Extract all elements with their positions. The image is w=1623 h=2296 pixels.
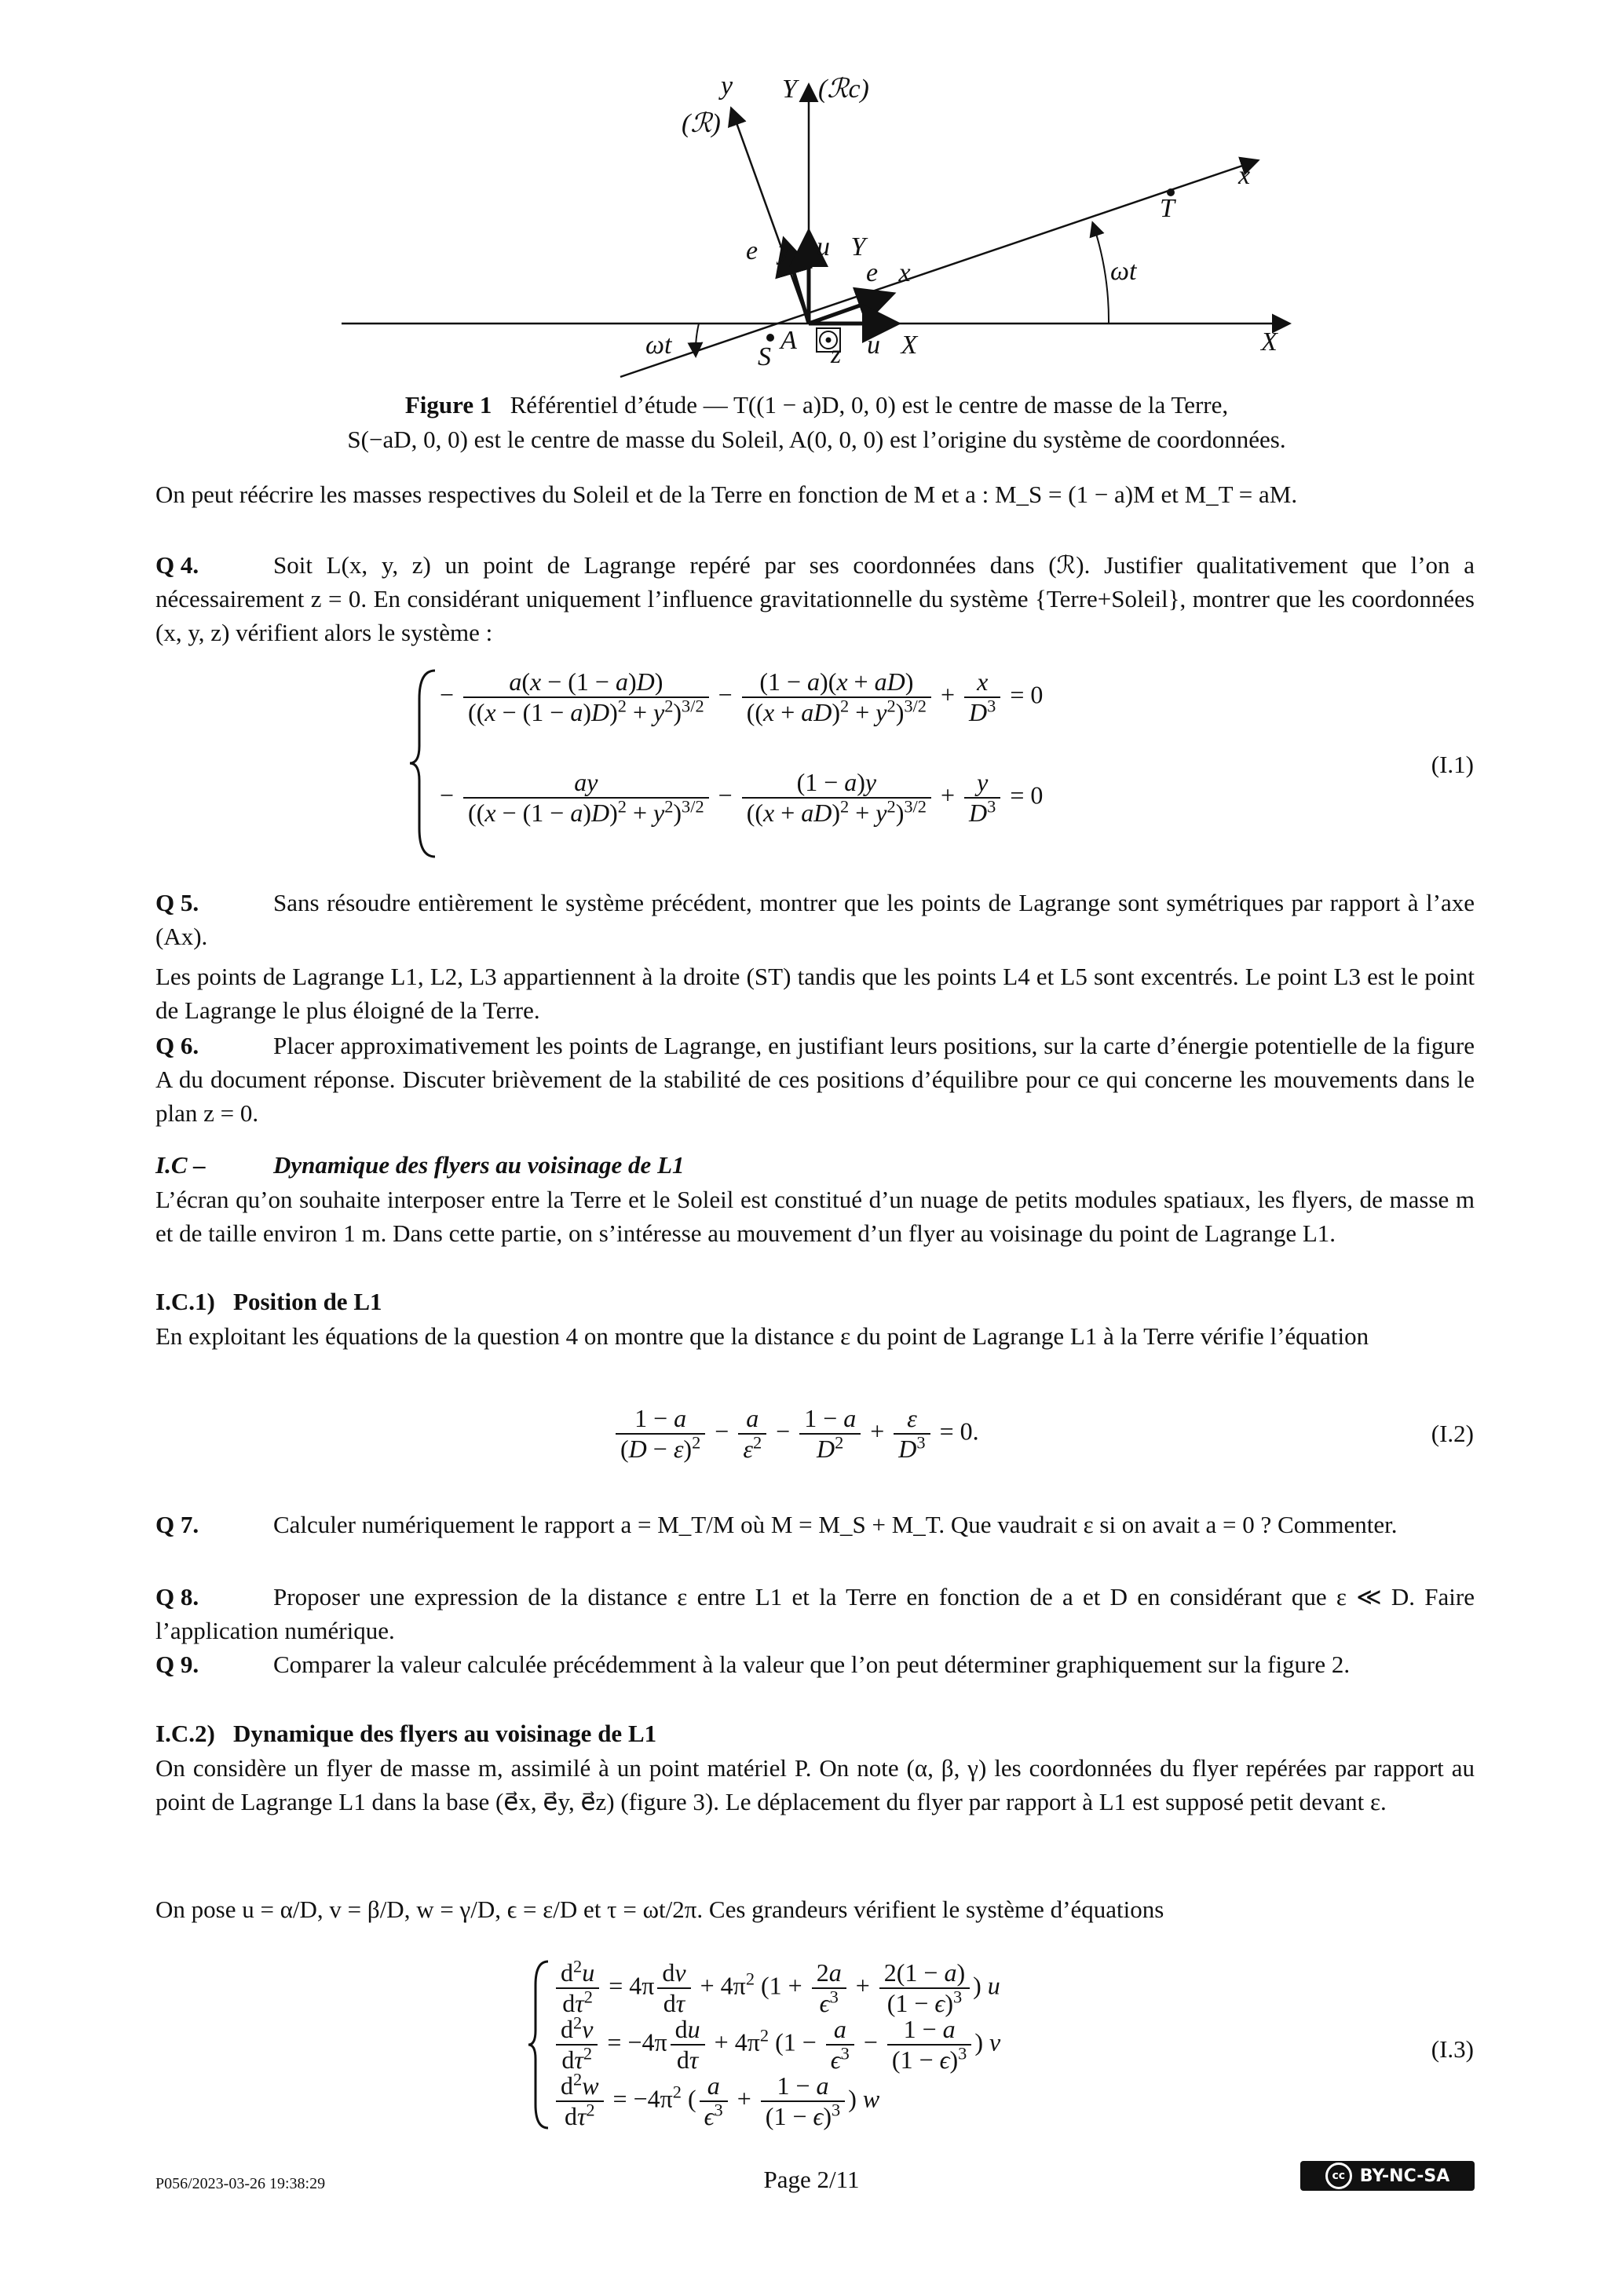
question-8 <box>155 1580 1475 1647</box>
section-IC-number: I.C – <box>155 1151 206 1179</box>
q6-label: Q 6. <box>155 1032 199 1059</box>
section-IC-heading <box>155 1148 1475 1182</box>
question-7 <box>155 1508 1475 1541</box>
caption-label: Figure 1 <box>404 391 492 419</box>
figure-caption <box>157 388 1476 457</box>
eq-I2-label: (I.2) <box>1431 1420 1474 1447</box>
label-A: A <box>780 326 797 355</box>
q7-label: Q 7. <box>155 1511 199 1538</box>
equation-I3: $\frac{d^2u}{d\tau^2}$ = 4π $\frac{dv}{d\tau}$ + $4\pi^2$ (1 + $\frac{2a}{\epsilon^3}$ + $\frac{2(1 - a)}{(1 - \epsilon)^3}$ ) u $\frac{d^2v}{d\tau^2}$ = −4π $\frac{du}{d\tau}$ + $4\pi^2$ (1 − $\frac{a}{\epsilon^3}$ − $\frac{1 - a}{(1 - \epsilon)^3}$ ) v $\frac{d^2w}{d\tau^2}$ = $-4\pi^2$ ( $\frac{a}{\epsilon^3}$ + $\frac{1 - a}{(1 - \epsilon)^3}$ ) w <box>528 1958 1124 2131</box>
paragraph-epsilon: En exploitant les équations de la question 4 on montre que la distance ε du point de Lagrange L1 à la Terre vérifie l’équation <box>155 1322 1369 1350</box>
label-T: T <box>1160 194 1175 223</box>
y-axis <box>732 110 809 324</box>
equation-I1: − $\frac{a(x - (1 - a)D)}{((x - (1 - a)D)^2 + y^2)^{3/2}}$ − $\frac{(1 - a)(x + aD)}{((x + aD)^2 + y^2)^{3/2}}$ + $\frac{x}{D^3}$ = 0 − $\frac{ay}{((x - (1 - a)D)^2 + y^2)^{3/2}}$ − $\frac{(1 - a)y}{((x + aD)^2 + y^2)^{3/2}}$ + $\frac{y}{D^3}$ = 0 <box>408 667 1209 860</box>
q5-text: Sans résoudre entièrement le système précédent, montrer que les points de Lagrange sont symétriques par rapport à l’axe (Ax). <box>155 889 1475 950</box>
angle-arc-right <box>1093 224 1109 324</box>
equation-I2: $\frac{1 - a}{(D - \varepsilon)^2}$ − $\frac{a}{\varepsilon^2}$ − $\frac{1 - a}{D^2}$ + $\frac{\varepsilon}{D^3}$ = 0. <box>612 1404 979 1464</box>
q4-label: Q 4. <box>155 551 199 579</box>
label-uY: u⃗Y <box>817 232 866 261</box>
label-z: z <box>831 340 842 369</box>
label-y: y <box>721 71 733 101</box>
footer-id: P056/2023-03-26 19:38:29 <box>155 2175 326 2192</box>
q8-text: Proposer une expression de la distance ε entre L1 et la Terre en fonction de a et D en considérant que ε ≪ D. Faire l’application numérique. <box>155 1583 1475 1644</box>
q9-label: Q 9. <box>155 1651 199 1678</box>
section-IC-title: Dynamique des flyers au voisinage de L1 <box>273 1151 685 1179</box>
label-S: S <box>758 342 771 371</box>
figure-1-diagram <box>0 47 1623 416</box>
paragraph-masses: On peut réécrire les masses respectives du Soleil et de la Terre en fonction de M et a : M_S = (1 − a)M et M_T = aM. <box>155 481 1298 508</box>
question-6 <box>155 1029 1475 1130</box>
paragraph-pose: On pose u = α/D, v = β/D, w = γ/D, ϵ = ε/D et τ = ωt/2π. Ces grandeurs vérifient le système d’équations <box>155 1896 1164 1923</box>
label-X: X <box>1261 327 1278 356</box>
caption-line-2: S(−aD, 0, 0) est le centre de masse du Soleil, A(0, 0, 0) est l’origine du système de coordonnées. <box>347 426 1286 453</box>
section-IC2-heading: I.C.2) Dynamique des flyers au voisinage de L1 <box>155 1720 657 1747</box>
label-uX: u⃗X <box>867 331 918 360</box>
q7-text: Calculer numériquement le rapport a = M_T/M où M = M_S + M_T. Que vaudrait ε si on avait a = 0 ? Commenter. <box>273 1511 1398 1538</box>
q9-text: Comparer la valeur calculée précédemment à la valeur que l’on peut déterminer graphiquement sur la figure 2. <box>273 1651 1351 1678</box>
label-ex: e⃗x <box>866 258 911 287</box>
paragraph-flyer: On considère un flyer de masse m, assimilé à un point matériel P. On note (α, β, γ) les coordonnées du flyer repérées par rapport au point de Lagrange L1 dans la base (e⃗x, e⃗y, e⃗z) (figure 3). Le déplacement du flyer par rapport à L1 est supposé petit devant ε. <box>155 1754 1475 1815</box>
eq-I1-label: (I.1) <box>1431 751 1474 778</box>
q6-text: Placer approximativement les points de Lagrange, en justifiant leurs positions, sur la carte d’énergie potentielle de la figure A du document réponse. Discuter brièvement de la stabilité de ces positions d’équilibre pour ce qui concerne les mouvements dans le plan z = 0. <box>155 1032 1475 1127</box>
caption-line-1: Référentiel d’étude — T((1 − a)D, 0, 0) est le centre de masse de la Terre, <box>510 391 1229 419</box>
label-omega-t-left: ωt <box>645 331 672 360</box>
paragraph-ecran: L’écran qu’on souhaite interposer entre la Terre et le Soleil est constitué d’un nuage de petits modules spatiaux, les flyers, de masse m et de taille environ 1 m. Dans cette partie, on s’intéresse au mouvement d’un flyer au voisinage du point de Lagrange L1. <box>155 1186 1475 1247</box>
label-x: x <box>1238 161 1251 190</box>
q4-text: Soit L(x, y, z) un point de Lagrange repéré par ses coordonnées dans (ℛ). Justifier qualitativement que l’on a nécessairement z = 0. En considérant uniquement l’influence gravitationnelle du système {Terre+Soleil}, montrer que les coordonnées (x, y, z) vérifient alors le système : <box>155 551 1475 646</box>
cc-logo-icon: cc <box>1325 2163 1352 2189</box>
section-IC1-heading: I.C.1) Position de L1 <box>155 1288 382 1315</box>
label-R: (ℛ) <box>682 109 721 138</box>
label-Y: Y <box>782 75 797 104</box>
license-badge <box>1300 2161 1475 2191</box>
label-omega-t-right: ωt <box>1110 257 1137 286</box>
q5-label: Q 5. <box>155 889 199 916</box>
paragraph-lagrange: Les points de Lagrange L1, L2, L3 appartiennent à la droite (ST) tandis que les points L4 et L5 sont excentrés. Le point L3 est le point de Lagrange le plus éloigné de la Terre. <box>155 963 1475 1024</box>
label-Rc: (ℛc) <box>818 75 869 104</box>
eq-I3-label: (I.3) <box>1431 2035 1474 2063</box>
question-9 <box>155 1647 1475 1681</box>
footer-page-number: Page 2/11 <box>763 2166 860 2193</box>
question-5 <box>155 886 1475 953</box>
license-text: BY-NC-SA <box>1359 2166 1450 2186</box>
point-S <box>766 334 774 342</box>
label-ey: e⃗y <box>746 236 791 265</box>
q8-label: Q 8. <box>155 1583 199 1610</box>
question-4 <box>155 548 1475 649</box>
